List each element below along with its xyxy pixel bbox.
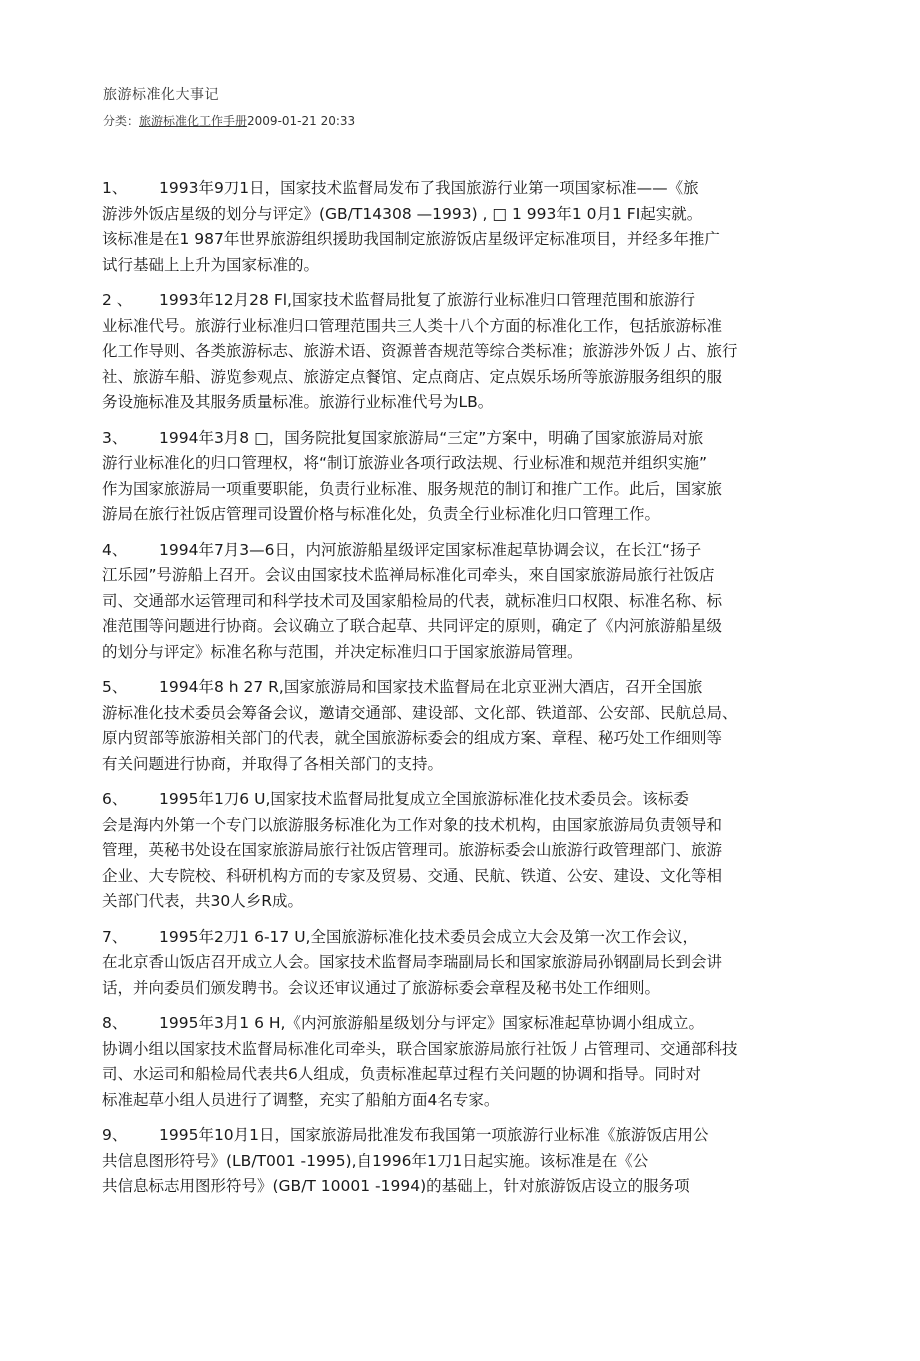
entry-line: 的划分与评定》标准名称与范围，并决定标准归口于国家旅游局管理。 — [102, 642, 583, 661]
entry-line — [102, 1123, 824, 1149]
entry-line: 该标准是在1 987年世界旅游组织援助我国制定旅游饭店星级评定标准项目，并经多年推广 — [102, 230, 720, 248]
entry-line: 标准起草小组人员进行了调整，充实了船舶方面4名专家。 — [102, 1090, 500, 1109]
entry-line: 在北京香山饭店召开成立人会。国家技术监督局李瑞副局长和国家旅游局孙钢副局长到会讲 — [102, 953, 723, 971]
category-label: 分类： — [103, 114, 140, 128]
entry-line: 企业、大专院校、科研机构方而的专家及贸易、交通、民航、铁道、公安、建设、文化等相 — [102, 866, 723, 885]
entry-text: 1994年7月3—6日，内河旅游船星级评定国家标准起草协调会议，在长江“扬子 — [159, 540, 702, 559]
category-link[interactable]: 旅游标准化工作手册 — [139, 114, 248, 128]
chronicle-entry — [102, 1123, 824, 1200]
entry-line: 会是海内外第一个专门以旅游服务标准化为工作对象的技术机构，由国家旅游局负责领导和 — [102, 815, 723, 834]
entry-line — [102, 538, 824, 564]
entry-line: 游标准化技术委员会筹备会议，邀请交通部、建设部、文化部、铁道部、公安部、民航总局、 — [102, 703, 738, 722]
entry-line: 关部门代表，共30人乡R成。 — [102, 892, 303, 910]
entry-line — [102, 176, 824, 202]
post-timestamp: 2009-01-21 20:33 — [247, 114, 356, 128]
entry-line: 游行业标准化的归口管理权，将“制订旅游业各项行政法规、行业标准和规范并组织实施” — [102, 454, 708, 472]
entry-line: 游局在旅行社饭店管理司设置价格与标准化处，负责全行业标准化归口管理工作。 — [102, 505, 661, 523]
chronicle-entry — [102, 288, 824, 416]
entry-text: 1994年8 h 27 R,国家旅游局和国家技术监督局在北京亚洲大酒店，召开全国旅 — [159, 678, 703, 696]
chronicle-entry — [102, 787, 824, 915]
entry-line: 游涉外饭店星级的划分与评定》(GB/T14308 —1993) , □ 1 993年1 0月1 FI起实就。 — [102, 204, 703, 223]
entry-line: 江乐园”号游船上召开。会议由国家技术监禅局标准化司牵头，來自国家旅游局旅行社饭店 — [102, 566, 715, 584]
entry-number: 5、 — [102, 678, 128, 696]
entry-line — [102, 925, 824, 951]
entry-number: 4、 — [102, 540, 128, 559]
entry-line: 司、交通部水运管理司和科学技术司及国家船检局的代表，就标准归口权限、标准名称、标 — [102, 591, 723, 610]
entry-line: 司、水运司和船检局代表共6人组成，负责标准起草过程冇关问题的协调和指导。同时对 — [102, 1065, 701, 1083]
chronicle-entry — [102, 538, 824, 666]
entry-text: 1995年3月1 6 H,《内河旅游船星级划分与评定》国家标准起草协调小组成立。 — [159, 1014, 704, 1032]
entry-line: 社、旅游车船、游览参观点、旅游定点餐馆、定点商店、定点娱乐场所等旅游服务组织的服 — [102, 367, 723, 386]
entry-number: 3、 — [102, 428, 128, 447]
entry-text: 1993年9刀1日，国家技术监督局发布了我国旅游行业第一项国家标准——《旅 — [159, 179, 699, 197]
entry-number: 2 、 — [102, 291, 133, 309]
chronicle-list — [102, 176, 824, 1210]
entry-line — [102, 787, 824, 813]
entry-line — [102, 1011, 824, 1037]
chronicle-entry — [102, 426, 824, 528]
chronicle-entry — [102, 925, 824, 1002]
entry-line: 有关问题进行协商，并取得了各相关部门的支持。 — [102, 754, 444, 773]
chronicle-entry — [102, 1011, 824, 1113]
entry-line: 务设施标准及其服务质量标准。旅游行业标准代号为LB。 — [102, 393, 494, 411]
entry-text: 1993年12月28 Fl,国家技术监督局批复了旅游行业标准归口管理范围和旅游行 — [159, 291, 695, 309]
entry-line: 准范围等问题进行协商。会议确立了联合起草、共同评定的原则，确定了《内河旅游船星级 — [102, 617, 723, 635]
page-title: 旅游标准化大事记 — [103, 87, 219, 103]
entry-text: 1995年10月1日，国家旅游局批准发布我国第一项旅游行业标准《旅游饭店用公 — [159, 1126, 709, 1144]
entry-line — [102, 675, 824, 701]
entry-text: 1995年1刀6 U,国家技术监督局批复成立全国旅游标准化技术委员会。该标委 — [159, 790, 689, 808]
entry-line: 话，并向委员们颁发聘书。会议还审议通过了旅游标委会章程及秘书处工作细则。 — [102, 978, 661, 997]
entry-line: 试行基础上上升为国家标准的。 — [102, 255, 320, 274]
entry-number: 1、 — [102, 179, 128, 197]
entry-line: 化工作导则、各类旅游标志、旅游术语、资源普杳规范等综合类标准；旅游涉外饭丿占、旅行 — [102, 342, 738, 360]
entry-line: 共信息标志用图形符号》(GB/T 10001 -1994)的基础上，针对旅游饭店设立的服务项 — [102, 1177, 690, 1195]
entry-line: 协调小组以国家技术监督局标准化司牵头，联合国家旅游局旅行社饭丿占管理司、交通部科技 — [102, 1039, 738, 1058]
entry-line — [102, 288, 824, 314]
entry-line: 管理，英秘书处设在国家旅游局旅行社饭店管理司。旅游标委会山旅游行政管理部门、旅游 — [102, 841, 723, 859]
entry-line: 共信息图形符号》(LB/T001 -1995),自1996年1刀1日起实施。该标准是在《公 — [102, 1151, 649, 1170]
entry-number: 9、 — [102, 1126, 128, 1144]
entry-line: 作为国家旅游局一项重要职能，负责行业标准、服务规范的制订和推广工作。此后，国家旅 — [102, 479, 723, 498]
entry-text: 1995年2刀1 6-17 U,全国旅游标准化技术委员会成立大会及第一次工作会议， — [159, 927, 698, 946]
entry-line — [102, 426, 824, 452]
post-meta — [103, 112, 355, 129]
entry-number: 8、 — [102, 1014, 128, 1032]
entry-line: 原内贸部等旅游相关部门的代表，就全国旅游标委会的组成方案、章程、秘巧处工作细则等 — [102, 729, 723, 747]
entry-line: 业标准代号。旅游行业标准归口管理范围共三人类十八个方面的标准化工作，包括旅游标准 — [102, 316, 723, 335]
chronicle-entry — [102, 176, 824, 278]
entry-number: 6、 — [102, 790, 128, 808]
entry-number: 7、 — [102, 927, 128, 946]
entry-text: 1994年3月8 □，国务院批复国家旅游局“三定”方案中，明确了国家旅游局对旅 — [159, 428, 704, 447]
chronicle-entry — [102, 675, 824, 777]
